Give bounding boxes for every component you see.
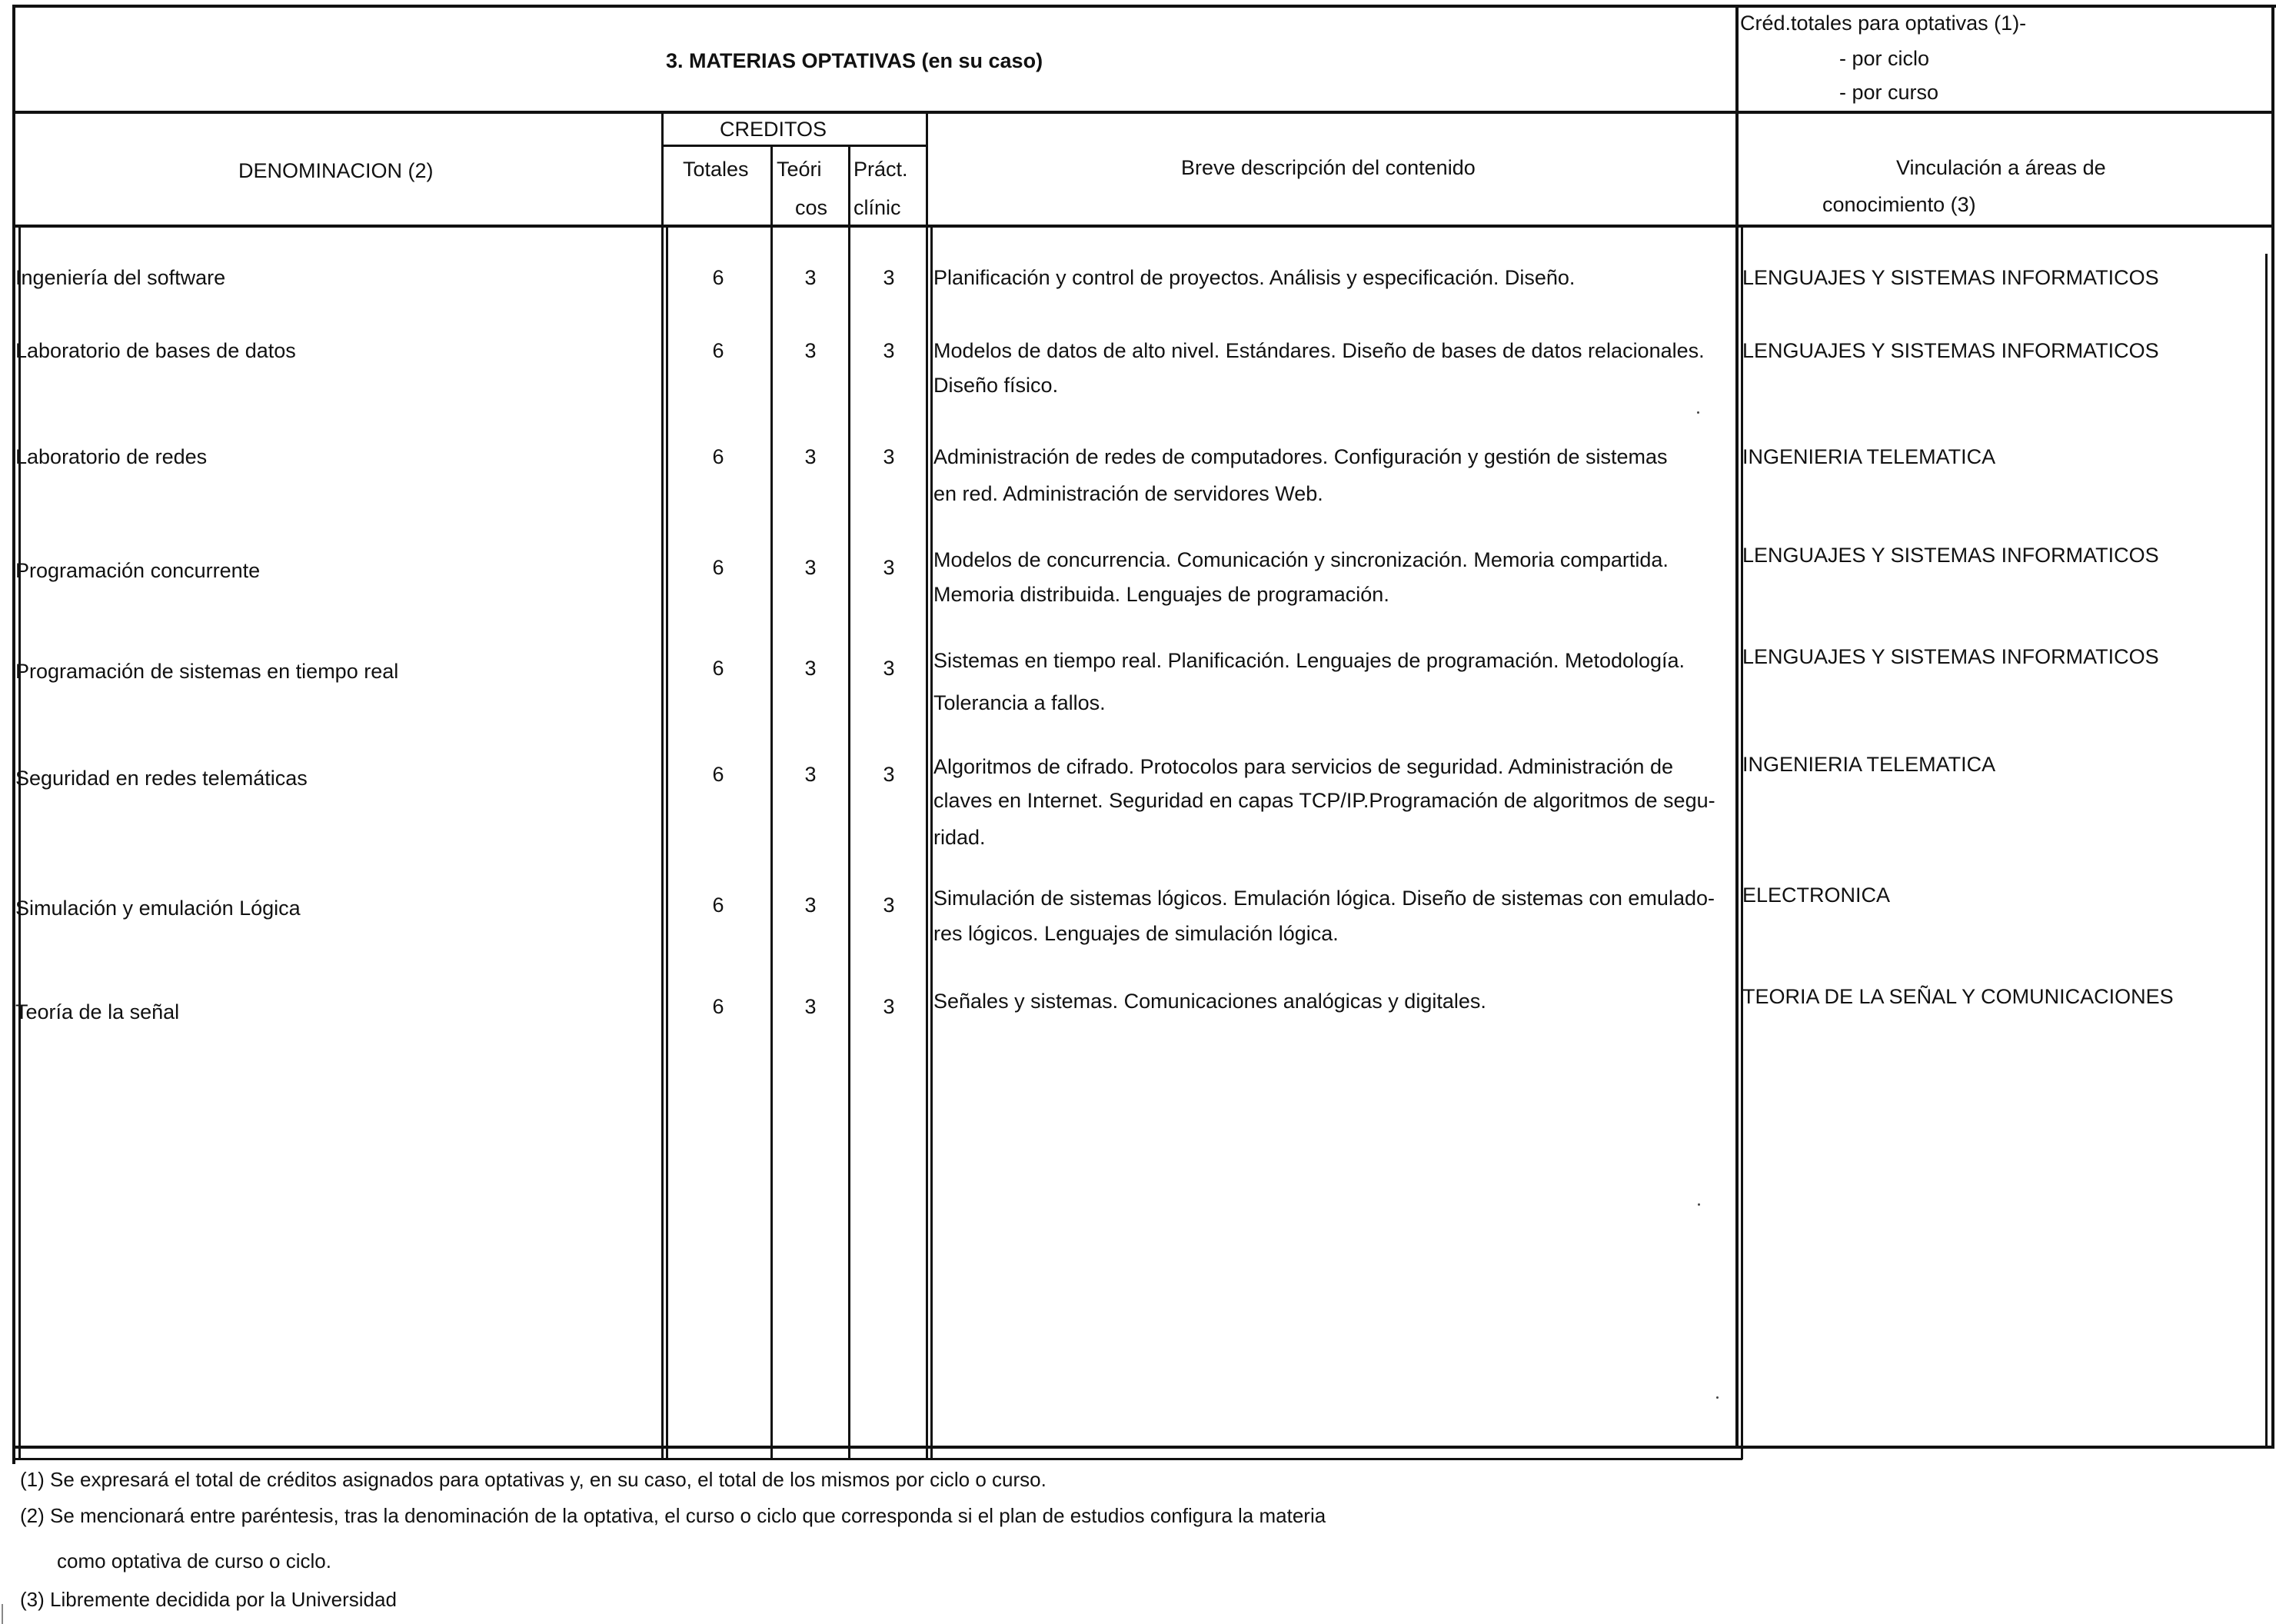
subject-name: Programación concurrente <box>15 559 261 582</box>
description-line: Planificación y control de proyectos. Análisis y especificación. Diseño. <box>933 266 1576 289</box>
creditos-por-ciclo: - por ciclo <box>1839 47 1930 70</box>
description-line: ridad. <box>933 826 986 849</box>
area-value: TEORIA DE LA SEÑAL Y COMUNICACIONES <box>1742 985 2174 1008</box>
description-line: Sistemas en tiempo real. Planificación. Lenguajes de programación. Metodología. <box>933 649 1685 672</box>
column-header-vinculacion-1: Vinculación a áreas de <box>1896 156 2106 179</box>
margin-mark <box>2 1604 3 1624</box>
description-line: res lógicos. Lenguajes de simulación lógica. <box>933 922 1339 945</box>
description-line: Tolerancia a fallos. <box>933 691 1106 714</box>
totales-value: 6 <box>712 556 724 579</box>
description-line: Memoria distribuida. Lenguajes de programación. <box>933 583 1389 606</box>
subject-name: Ingeniería del software <box>15 266 226 289</box>
column-header-practicos-1: Práct. <box>854 158 908 181</box>
subject-name: Laboratorio de redes <box>15 445 208 468</box>
subject-name: Programación de sistemas en tiempo real <box>15 660 399 683</box>
teoricos-value: 3 <box>804 763 817 786</box>
teoricos-value: 3 <box>804 339 817 362</box>
practicos-value: 3 <box>883 894 895 917</box>
teoricos-value: 3 <box>804 266 817 289</box>
column-header-vinculacion-2: conocimiento (3) <box>1822 193 1976 216</box>
description-line: Diseño físico. <box>933 374 1059 397</box>
totales-value: 6 <box>712 339 724 362</box>
area-value: LENGUAJES Y SISTEMAS INFORMATICOS <box>1742 645 2159 668</box>
totales-value: 6 <box>712 763 724 786</box>
teoricos-value: 3 <box>804 556 817 579</box>
practicos-value: 3 <box>883 995 895 1018</box>
practicos-value: 3 <box>883 266 895 289</box>
column-header-teoricos-1: Teóri <box>777 158 822 181</box>
description-line: Modelos de concurrencia. Comunicación y sincronización. Memoria compartida. <box>933 548 1669 571</box>
teoricos-value: 3 <box>804 445 817 468</box>
area-value: LENGUAJES Y SISTEMAS INFORMATICOS <box>1742 339 2159 362</box>
subject-name: Simulación y emulación Lógica <box>15 897 301 920</box>
area-value: INGENIERIA TELEMATICA <box>1742 445 1996 468</box>
practicos-value: 3 <box>883 556 895 579</box>
description-line: Modelos de datos de alto nivel. Estándares. Diseño de bases de datos relacionales. <box>933 339 1705 362</box>
column-header-denominacion: DENOMINACION (2) <box>238 159 434 182</box>
footnote-2: (2) Se mencionará entre paréntesis, tras la denominación de la optativa, el curso o ciclo que corresponda si el plan de estudios configura la materia <box>20 1504 1326 1527</box>
area-value: LENGUAJES Y SISTEMAS INFORMATICOS <box>1742 544 2159 567</box>
scan-speck <box>1698 1203 1700 1206</box>
description-line: Simulación de sistemas lógicos. Emulación lógica. Diseño de sistemas con emulado- <box>933 887 1715 910</box>
subject-name: Teoría de la señal <box>15 1000 180 1023</box>
footnote-2-continued: como optativa de curso o ciclo. <box>57 1549 331 1572</box>
footnote-3: (3) Libremente decidida por la Universidad <box>20 1588 397 1611</box>
description-line: Algoritmos de cifrado. Protocolos para servicios de seguridad. Administración de <box>933 755 1673 778</box>
teoricos-value: 3 <box>804 995 817 1018</box>
totales-value: 6 <box>712 894 724 917</box>
scan-speck <box>1716 1396 1719 1399</box>
description-line: Señales y sistemas. Comunicaciones analógicas y digitales. <box>933 990 1486 1013</box>
column-header-teoricos-2: cos <box>795 196 828 219</box>
column-header-descripcion: Breve descripción del contenido <box>1181 156 1476 179</box>
totales-value: 6 <box>712 657 724 680</box>
description-line: en red. Administración de servidores Web. <box>933 482 1323 505</box>
column-header-practicos-2: clínic <box>854 196 901 219</box>
practicos-value: 3 <box>883 763 895 786</box>
teoricos-value: 3 <box>804 894 817 917</box>
subject-name: Laboratorio de bases de datos <box>15 339 296 362</box>
description-line: claves en Internet. Seguridad en capas TCP/IP.Programación de algoritmos de segu- <box>933 789 1715 812</box>
area-value: LENGUAJES Y SISTEMAS INFORMATICOS <box>1742 266 2159 289</box>
area-value: ELECTRONICA <box>1742 884 1891 907</box>
scan-speck <box>1697 411 1699 414</box>
column-header-creditos: CREDITOS <box>720 118 827 141</box>
column-header-totales: Totales <box>683 158 749 181</box>
creditos-totales-title: Créd.totales para optativas (1)- <box>1740 12 2027 35</box>
section-title: 3. MATERIAS OPTATIVAS (en su caso) <box>666 49 1043 72</box>
totales-value: 6 <box>712 445 724 468</box>
description-line: Administración de redes de computadores. Configuración y gestión de sistemas <box>933 445 1668 468</box>
totales-value: 6 <box>712 266 724 289</box>
subject-name: Seguridad en redes telemáticas <box>15 767 308 790</box>
practicos-value: 3 <box>883 657 895 680</box>
teoricos-value: 3 <box>804 657 817 680</box>
creditos-por-curso: - por curso <box>1839 81 1939 104</box>
footnote-1: (1) Se expresará el total de créditos asignados para optativas y, en su caso, el total de los mismos por ciclo o curso. <box>20 1468 1046 1491</box>
area-value: INGENIERIA TELEMATICA <box>1742 753 1996 776</box>
practicos-value: 3 <box>883 445 895 468</box>
totales-value: 6 <box>712 995 724 1018</box>
practicos-value: 3 <box>883 339 895 362</box>
